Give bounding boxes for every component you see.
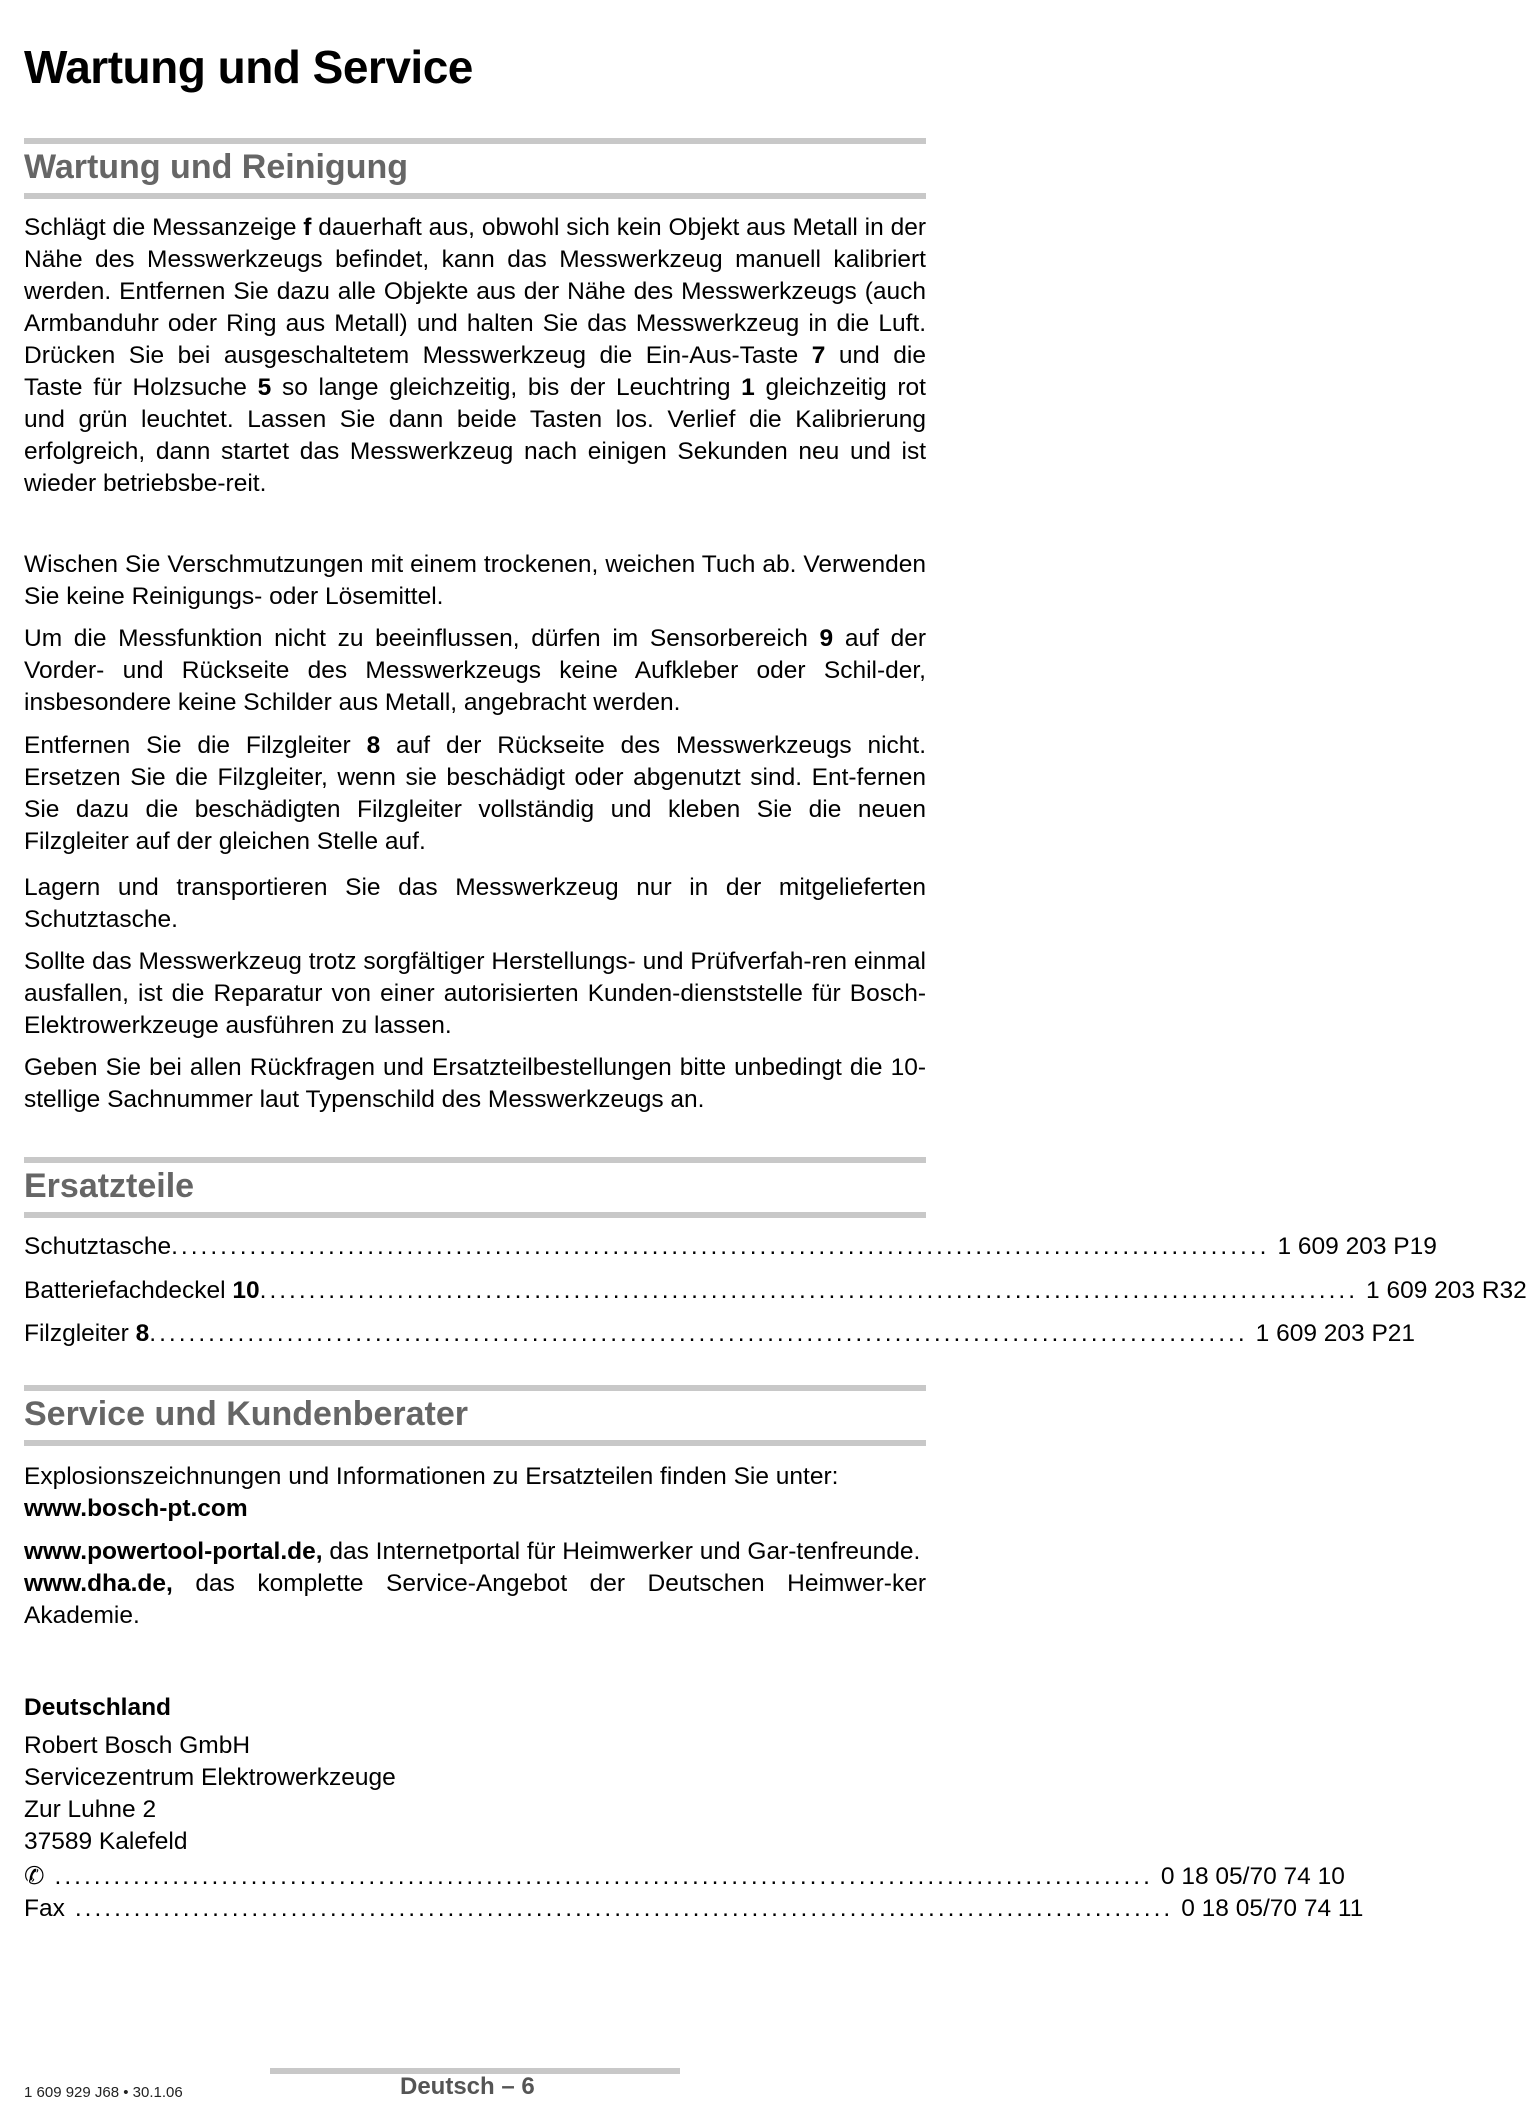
paragraph-felt-pads bbox=[24, 730, 926, 858]
fax-number: 0 18 05/70 74 11 bbox=[1181, 1895, 1364, 1922]
text: Sollte das Messwerkzeug trotz sorgfältiger Herstellungs- und Prüfverfah-ren einmal ausfallen, ist die Reparatur von einer autorisierten Kunden-dienststelle für Bosch-Elektrowerkzeuge ausführen zu lassen. bbox=[24, 948, 926, 1039]
part-row bbox=[24, 1318, 1416, 1350]
paragraph-cleaning bbox=[24, 549, 926, 613]
address-line: Servicezentrum Elektrowerkzeuge bbox=[24, 1764, 396, 1791]
text: Wischen Sie Verschmutzungen mit einem trockenen, weichen Tuch ab. Verwenden Sie keine Reinigungs- oder Lösemittel. bbox=[24, 551, 926, 610]
dot-leader: ................................................................................................................ bbox=[54, 1863, 1153, 1890]
phone-row bbox=[24, 1861, 1345, 1893]
footer-page-label: Deutsch – 6 bbox=[400, 2073, 535, 2100]
paragraph-storage bbox=[24, 872, 926, 936]
section-service bbox=[24, 1385, 926, 1446]
ref-label: 9 bbox=[819, 625, 834, 652]
country-heading: Deutschland bbox=[24, 1694, 172, 1721]
section-wartung-reinigung bbox=[24, 138, 926, 199]
text: auf der Rückseite des Messwerkzeugs nicht. Ersetzen Sie die Filzgleiter, wenn sie beschädigt oder abgenutzt sind. Ent-fernen Sie dazu die beschädigten Filzgleiter vollständig und kleben Sie die neuen Filzgleiter auf der gleichen Stelle auf. bbox=[24, 732, 926, 855]
dot-leader: ................................................................................................................ bbox=[149, 1320, 1248, 1347]
section-ersatzteile bbox=[24, 1157, 926, 1218]
address-line: Robert Bosch GmbH bbox=[24, 1732, 251, 1759]
page-title: Wartung und Service bbox=[24, 41, 473, 93]
text: das komplette Service-Angebot der Deutschen Heimwer-ker Akademie. bbox=[24, 1570, 926, 1629]
phone-icon: ✆ bbox=[24, 1863, 45, 1890]
fax-label: Fax bbox=[24, 1895, 65, 1922]
paragraph-portals bbox=[24, 1536, 926, 1632]
section-heading: Ersatzteile bbox=[24, 1167, 195, 1205]
dot-leader: ................................................................................................................ bbox=[74, 1895, 1174, 1922]
section-rule bbox=[24, 193, 926, 199]
address-line: Zur Luhne 2 bbox=[24, 1796, 157, 1823]
phone-number: 0 18 05/70 74 10 bbox=[1160, 1863, 1345, 1890]
text: Schlägt die Messanzeige bbox=[24, 214, 304, 241]
section-heading: Wartung und Reinigung bbox=[24, 148, 408, 186]
text: dauerhaft aus, obwohl sich kein Objekt aus Metall in der Nähe des Messwerkzeugs befindet, kann das Messwerkzeug manuell kalibriert werden. Entfernen Sie dazu alle Objekte aus der Nähe des Messwerkzeugs (auch Armbanduhr oder Ring aus Metall) und halten Sie das Messwerkzeug in die Luft. Drücken Sie bei ausgeschaltetem Messwerkzeug die Ein-Aus-Taste bbox=[24, 214, 926, 369]
part-row bbox=[24, 1231, 1437, 1263]
part-number: 1 609 203 R32 bbox=[1366, 1277, 1527, 1304]
dot-leader: ................................................................................................................ bbox=[259, 1277, 1359, 1304]
link-powertool-portal[interactable]: www.powertool-portal.de, bbox=[24, 1538, 323, 1565]
paragraph-part-number bbox=[24, 1052, 926, 1116]
fax-row bbox=[24, 1893, 1364, 1925]
ref-label: 1 bbox=[741, 374, 755, 401]
ref-label: 7 bbox=[811, 342, 826, 369]
part-label: Schutztasche bbox=[24, 1233, 172, 1260]
address-block bbox=[24, 1692, 926, 1858]
section-rule bbox=[24, 1440, 926, 1446]
text: Lagern und transportieren Sie das Messwerkzeug nur in der mitgelieferten Schutztasche. bbox=[24, 874, 926, 933]
link-bosch-pt[interactable]: www.bosch-pt.com bbox=[24, 1495, 248, 1522]
link-dha[interactable]: www.dha.de, bbox=[24, 1570, 173, 1597]
footer-doc-number: 1 609 929 J68 • 30.1.06 bbox=[24, 2084, 183, 2101]
paragraph-calibration bbox=[24, 212, 926, 500]
text: Entfernen Sie die Filzgleiter bbox=[24, 732, 367, 759]
ref-label: f bbox=[303, 214, 312, 241]
dot-leader: ................................................................................................................ bbox=[171, 1233, 1270, 1260]
paragraph-explosion-drawings bbox=[24, 1461, 926, 1525]
text: Geben Sie bei allen Rückfragen und Ersatzteilbestellungen bitte unbedingt die 10-stellige Sachnummer laut Typenschild des Messwerkzeugs an. bbox=[24, 1054, 926, 1113]
text: auf der Vorder- und Rückseite des Messwerkzeugs keine Aufkleber oder Schil-der, insbesondere keine Schilder aus Metall, angebracht werden. bbox=[24, 625, 926, 716]
text: so lange gleichzeitig, bis der Leuchtring bbox=[271, 374, 742, 401]
paragraph-repair bbox=[24, 946, 926, 1042]
part-label: Filzgleiter 8 bbox=[24, 1320, 150, 1347]
address-line: 37589 Kalefeld bbox=[24, 1828, 188, 1855]
text: und die Taste für Holzsuche bbox=[24, 342, 926, 401]
ref-label: 5 bbox=[257, 374, 272, 401]
text: Um die Messfunktion nicht zu beeinflussen, dürfen im Sensorbereich bbox=[24, 625, 820, 652]
text: das Internetportal für Heimwerker und Gar-tenfreunde. bbox=[322, 1538, 921, 1565]
text: gleichzeitig rot und grün leuchtet. Lassen Sie dann beide Tasten los. Verlief die Kalibrierung erfolgreich, dann startet das Messwerkzeug nach einigen Sekunden neu und ist wieder betriebsbe-reit. bbox=[24, 374, 926, 497]
part-number: 1 609 203 P19 bbox=[1277, 1233, 1437, 1260]
part-label: Batteriefachdeckel 10 bbox=[24, 1277, 260, 1304]
part-row bbox=[24, 1275, 1527, 1307]
section-rule bbox=[24, 1212, 926, 1218]
section-heading: Service und Kundenberater bbox=[24, 1395, 469, 1433]
ref-label: 8 bbox=[366, 732, 381, 759]
paragraph-sensor bbox=[24, 623, 926, 719]
part-number: 1 609 203 P21 bbox=[1255, 1320, 1416, 1347]
text: Explosionszeichnungen und Informationen zu Ersatzteilen finden Sie unter: bbox=[24, 1463, 839, 1490]
